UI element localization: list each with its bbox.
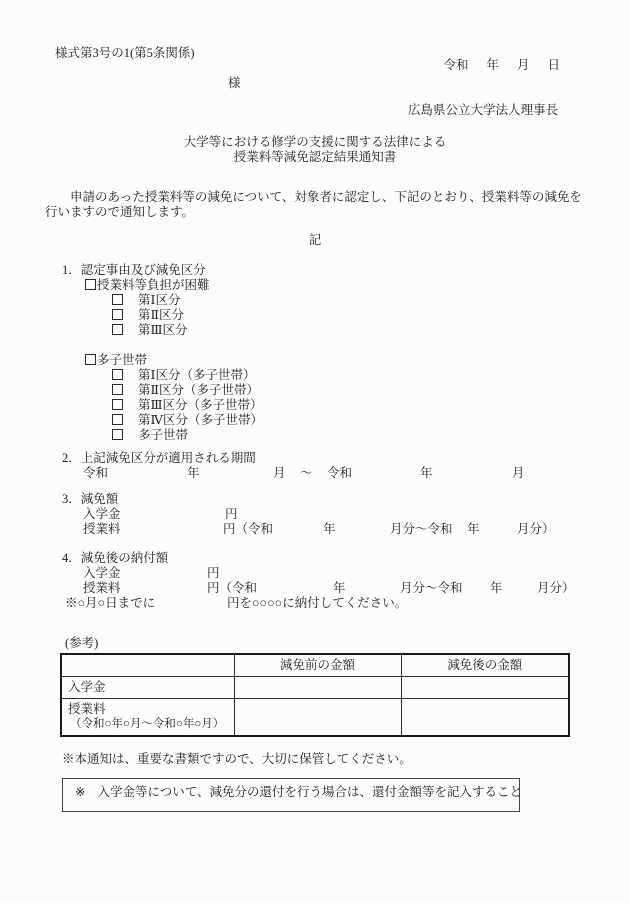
date-era: 令和 bbox=[443, 58, 469, 72]
tuition-year2: 年 bbox=[467, 522, 480, 536]
table-row bbox=[61, 698, 569, 736]
keep-note: ※本通知は、重要な書類ですので、大切に保管してください。 bbox=[62, 752, 412, 766]
checkbox-mc-class1[interactable] bbox=[112, 369, 123, 380]
refund-note-box bbox=[62, 778, 520, 812]
row-label-admission: 入学金 bbox=[61, 676, 234, 698]
tuition-row-sublabel: （令和○年○月～令和○年○月） bbox=[70, 718, 225, 731]
addressee-honorific: 様 bbox=[228, 76, 241, 90]
period-era-from: 令和 bbox=[83, 466, 109, 480]
checkbox-label: 第Ⅲ区分（多子世帯） bbox=[138, 398, 263, 412]
checkbox-row bbox=[112, 323, 188, 338]
checkbox-class1[interactable] bbox=[112, 294, 123, 305]
section3-heading: 3．減免額 bbox=[62, 492, 119, 506]
checkbox-row bbox=[112, 308, 184, 323]
refund-note-text: 入学金等について、減免分の還付を行う場合は、還付金額等を記入すること bbox=[97, 785, 522, 799]
tuition-mid: 月分～令和 bbox=[400, 581, 463, 595]
tuition-year1: 年 bbox=[323, 522, 336, 536]
checkbox-label: 第Ⅲ区分 bbox=[138, 323, 188, 337]
admission-unit: 円 bbox=[207, 566, 220, 580]
cell-tuition-after bbox=[401, 698, 569, 736]
checkbox-mc-class2[interactable] bbox=[112, 384, 123, 395]
section4-heading: 4．減免後の納付額 bbox=[62, 551, 169, 565]
date-year: 年 bbox=[486, 58, 499, 72]
record-marker: 記 bbox=[308, 233, 322, 247]
period-era-to: 令和 bbox=[327, 466, 353, 480]
table-row bbox=[61, 676, 569, 698]
checkbox-row bbox=[112, 368, 255, 383]
cell-admission-before bbox=[234, 676, 401, 698]
section1-heading: 1．認定事由及び減免区分 bbox=[62, 263, 206, 277]
section2-heading: 2．上記減免区分が適用される期間 bbox=[62, 451, 256, 465]
table-header-row bbox=[61, 654, 569, 676]
hardship-group-label: 授業料等負担が困難 bbox=[97, 278, 210, 292]
tuition-year1: 年 bbox=[333, 581, 346, 595]
section3-tuition-line bbox=[0, 522, 630, 537]
admission-label: 入学金 bbox=[83, 507, 121, 521]
checkbox-hardship-group[interactable] bbox=[85, 279, 96, 290]
checkbox-class2[interactable] bbox=[112, 309, 123, 320]
cell-tuition-before bbox=[234, 698, 401, 736]
checkbox-label: 多子世帯 bbox=[138, 428, 189, 442]
table-header-before: 減免前の金額 bbox=[234, 654, 401, 676]
checkbox-label: 第Ⅰ区分 bbox=[138, 293, 181, 307]
row-label-tuition bbox=[61, 698, 234, 736]
payment-note-right: 円を○○○○に納付してください。 bbox=[227, 596, 408, 610]
checkbox-mc-class3[interactable] bbox=[112, 399, 123, 410]
multichild-group bbox=[85, 353, 147, 368]
checkbox-row bbox=[112, 293, 180, 308]
document-title-line1: 大学等における修学の支援に関する法律による bbox=[183, 135, 447, 149]
checkbox-label: 第Ⅱ区分 bbox=[138, 308, 184, 322]
reference-table bbox=[60, 653, 570, 737]
refund-note-marker: ※ bbox=[75, 785, 86, 799]
period-tilde: ～ bbox=[300, 466, 313, 480]
checkbox-mc-class4[interactable] bbox=[112, 414, 123, 425]
section2-period-line bbox=[0, 466, 630, 481]
table-header-blank bbox=[61, 654, 234, 676]
form-code: 様式第3号の1(第5条関係) bbox=[55, 46, 195, 60]
date-day: 日 bbox=[547, 58, 560, 72]
period-year-from: 年 bbox=[187, 466, 200, 480]
tuition-label: 授業料 bbox=[83, 522, 121, 536]
intro-line1: 申請のあった授業料等の減免について、対象者に認定し、下記のとおり、授業料等の減免を bbox=[70, 190, 582, 204]
checkbox-multichild-group[interactable] bbox=[85, 354, 96, 365]
checkbox-label: 第Ⅱ区分（多子世帯） bbox=[138, 383, 259, 397]
admission-unit: 円 bbox=[225, 507, 238, 521]
checkbox-label: 第Ⅳ区分（多子世帯） bbox=[138, 413, 263, 427]
period-month-to: 月 bbox=[512, 466, 525, 480]
tuition-close: 月分） bbox=[537, 581, 575, 595]
tuition-mid: 月分～令和 bbox=[390, 522, 453, 536]
section4-admission-line bbox=[0, 566, 630, 581]
tuition-row-label: 授業料 bbox=[68, 702, 106, 717]
tuition-close: 月分） bbox=[517, 522, 555, 536]
tuition-label: 授業料 bbox=[83, 581, 121, 595]
tuition-year2: 年 bbox=[490, 581, 503, 595]
checkbox-label: 第Ⅰ区分（多子世帯） bbox=[138, 368, 256, 382]
issuer: 広島県公立大学法人理事長 bbox=[407, 103, 558, 117]
table-header-after: 減免後の金額 bbox=[401, 654, 569, 676]
payment-note-left: ※○月○日までに bbox=[65, 596, 156, 610]
date-line bbox=[443, 58, 560, 73]
reference-label: (参考) bbox=[65, 636, 99, 650]
section3-admission-line bbox=[0, 507, 630, 522]
multichild-group-label: 多子世帯 bbox=[97, 353, 148, 367]
section4-tuition-line bbox=[0, 581, 630, 596]
checkbox-class3[interactable] bbox=[112, 324, 123, 335]
section4-payment-note bbox=[0, 596, 630, 611]
period-month-from: 月 bbox=[273, 466, 286, 480]
tuition-unit-open: 円（令和 bbox=[207, 581, 258, 595]
tuition-unit-open: 円（令和 bbox=[223, 522, 274, 536]
checkbox-mc-plain[interactable] bbox=[112, 429, 123, 440]
period-year-to: 年 bbox=[420, 466, 433, 480]
intro-line2: 行いますので通知します。 bbox=[45, 205, 195, 219]
checkbox-row bbox=[112, 413, 263, 428]
document-title-line2: 授業料等減免認定結果通知書 bbox=[233, 150, 397, 164]
date-month: 月 bbox=[516, 58, 530, 72]
checkbox-row bbox=[112, 383, 259, 398]
cell-admission-after bbox=[401, 676, 569, 698]
admission-label: 入学金 bbox=[83, 566, 121, 580]
refund-note-line bbox=[75, 785, 522, 800]
checkbox-row bbox=[112, 428, 188, 443]
hardship-group bbox=[85, 278, 210, 293]
checkbox-row bbox=[112, 398, 263, 413]
